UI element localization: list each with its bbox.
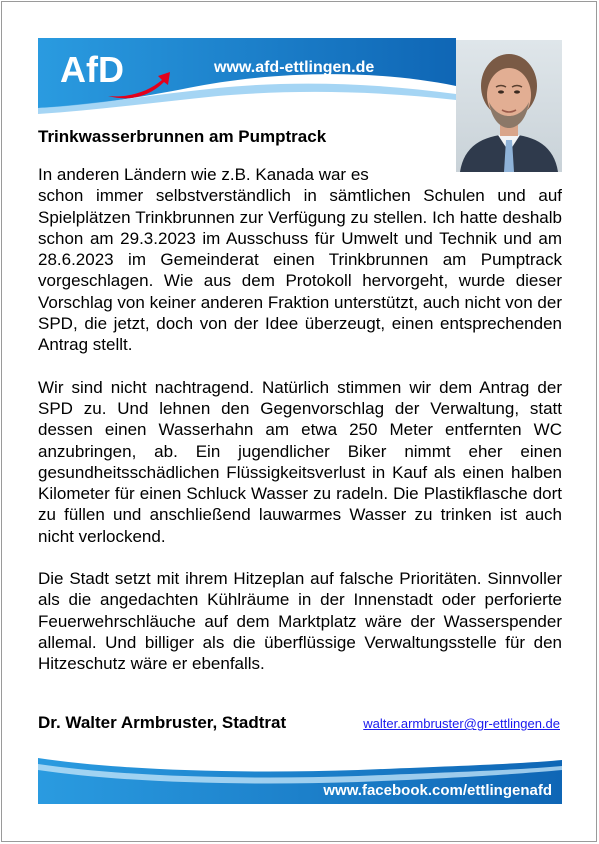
author-email-link[interactable]: walter.armbruster@gr-ettlingen.de: [363, 716, 560, 731]
portrait-photo: [456, 40, 562, 172]
article-title: Trinkwasserbrunnen am Pumptrack: [38, 127, 327, 146]
paragraph-2: Wir sind nicht nachtragend. Natürlich stimmen wir dem Antrag der SPD zu. Und lehnen den Gegenvorschlag der Verwaltung, statt dessen einen Wasserhahn am etwa 250 Meter entfernten WC anzubringen, ab. Ein jugendlicher Biker nimmt eher einen gesundheitsschädlichen Flüssigkeitsverlust in Kauf als einen halben Kilometer für einen Schluck Wasser zu radeln. Die Plastikflasche dort zu füllen und anschließend lauwarmes Wasser zu trinken ist auch nicht verlockend.: [38, 377, 562, 546]
author-signature: Dr. Walter Armbruster, Stadtrat: [38, 713, 287, 732]
paragraph-1-first-line: In anderen Ländern wie z.B. Kanada war es: [38, 165, 369, 184]
article-body: [38, 164, 562, 675]
paragraph-3: Die Stadt setzt mit ihrem Hitzeplan auf falsche Prioritäten. Sinnvoller als die angedachten Kühlräume in der Innenstadt oder perforierte Feuerwehrschläuche auf dem Marktplatz wäre der Wasserspender allemal. Und billiger als die überflüssige Verwaltungsstelle für den Hitzeschutz wäre er ebenfalls.: [38, 569, 562, 674]
paragraph-1-text: schon immer selbstverständlich in sämtlichen Schulen und auf Spielplätzen Trinkbrunnen zur Verfügung zu stellen. Ich hatte deshalb schon am 29.3.2023 im Ausschuss für Umwelt und Technik und am 28.6.2023 im Gemeinderat einen Trinkbrunnen am Pumptrack vorgeschlagen. Wie aus dem Protokoll hervorgeht, wurde dieser Vorschlag von keiner anderen Fraktion unterstützt, auch nicht von der SPD, die jetzt, doch von der Idee überzeugt, einen entsprechenden Antrag stellt.: [38, 186, 562, 355]
afd-logo-text: AfD: [60, 49, 124, 90]
paragraph-1: [38, 164, 562, 356]
header-url: www.afd-ettlingen.de: [214, 59, 375, 76]
footer-banner: [38, 758, 562, 804]
footer-url: www.facebook.com/ettlingenafd: [323, 782, 552, 799]
